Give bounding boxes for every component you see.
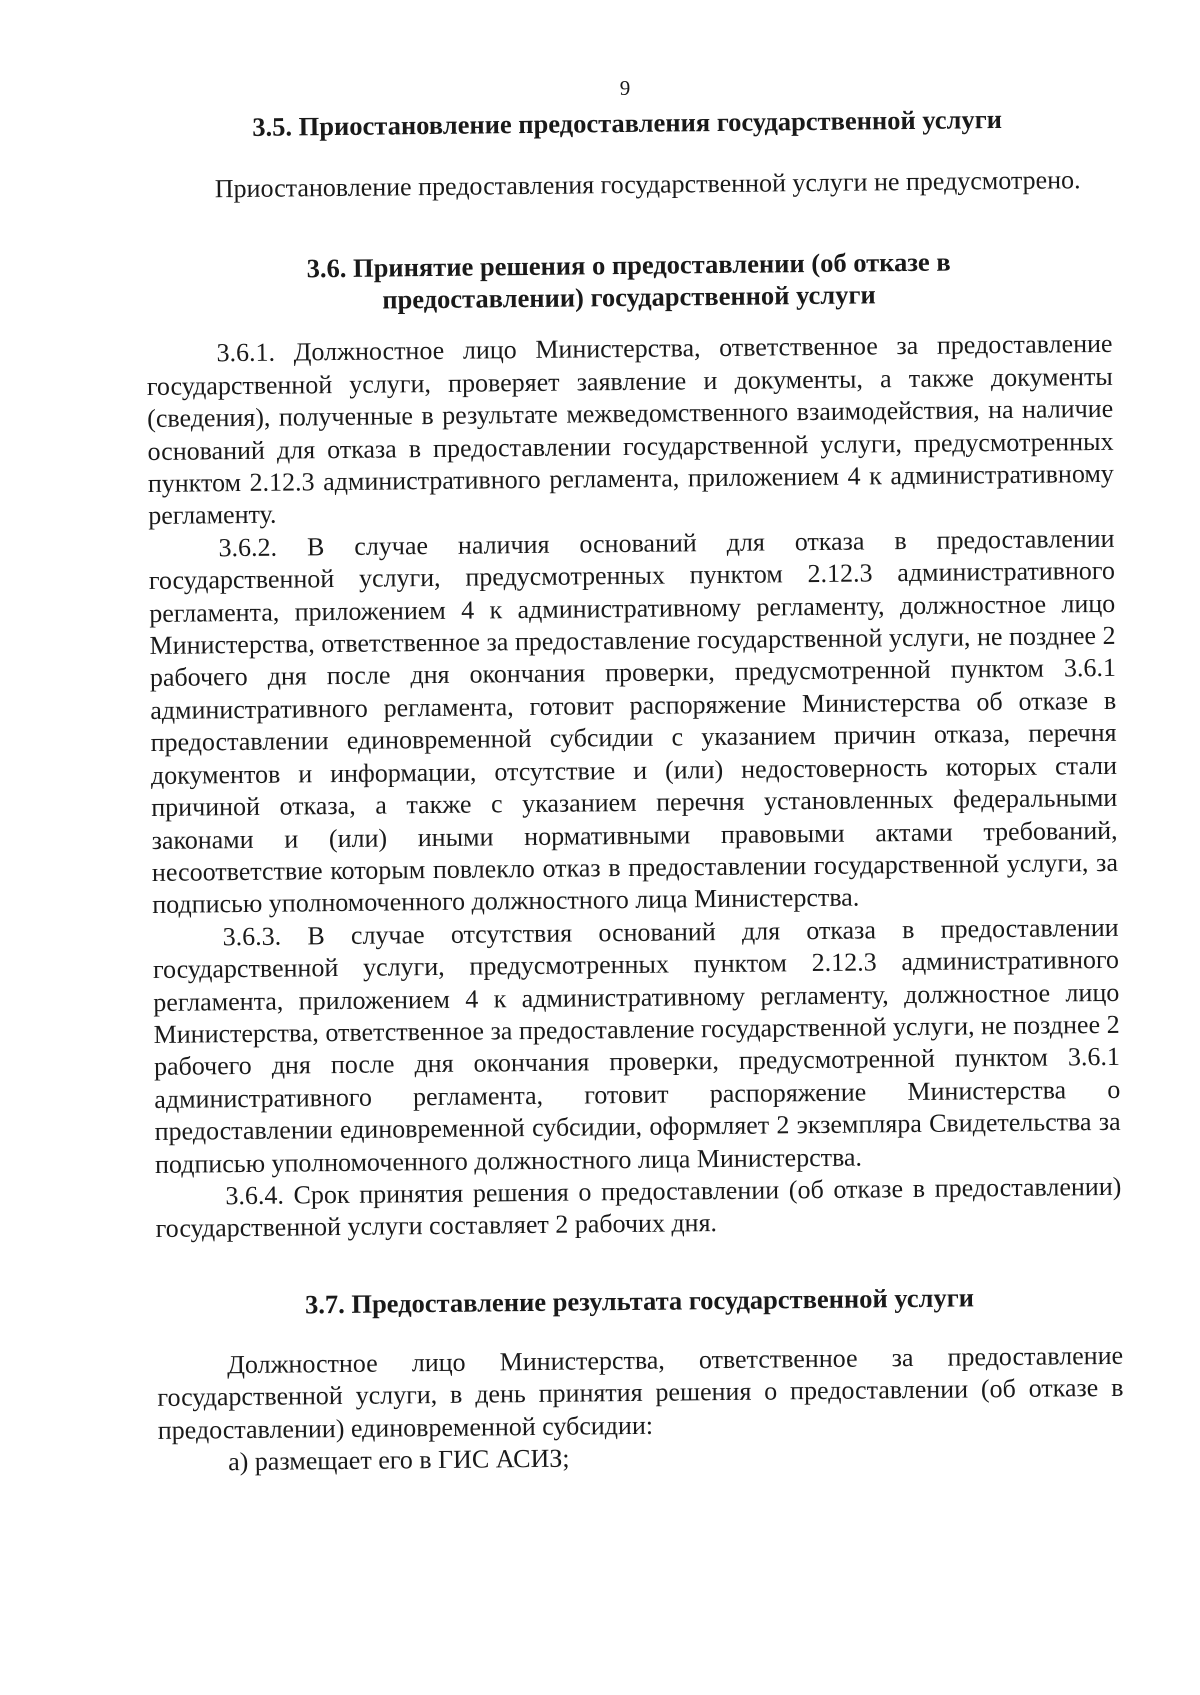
list-item-a: а) размещает его в ГИС АСИЗ; — [227, 1443, 570, 1477]
section-3-6-heading-line1: 3.6. Принятие решения о предоставлении (об отказе в — [306, 246, 951, 284]
paragraph-3-7: Должностное лицо Министерства, ответственное за предоставление государственной услуги, в день принятия решения о предоставлении (об отказе в предоставлении) единовременной субсидии: — [157, 1340, 1124, 1445]
section-3-5-text: Приостановление предоставления государственной услуги не предусмотрено. — [214, 165, 1081, 204]
section-3-6-heading — [145, 244, 1112, 318]
paragraph-3-6-1: 3.6.1. Должностное лицо Министерства, ответственное за предоставление государственной услуги, проверяет заявление и документы, а также документы (сведения), полученные в результате межведомственного взаимодействия, на наличие оснований для отказа в предоставлении государственной услуги, предусмотренных пунктом 2.12.3 административного регламента, приложением 4 к административному регламенту. — [146, 329, 1114, 531]
page-number: 9 — [619, 76, 631, 100]
paragraph-3-6-3: 3.6.3. В случае отсутствия оснований для отказа в предоставлении государственной услуги, предусмотренных пунктом 2.12.3 административного регламента, приложением 4 к административному регламенту, должностное лицо Министерства, ответственное за предоставление государственной услуги, не позднее 2 рабочего дня после дня окончания проверки, предусмотренной пунктом 3.6.1 административного регламента, готовит распоряжение Министерства о предоставлении единовременной субсидии, оформляет 2 экземпляра Свидетельства за подписью уполномоченного должностного лица Министерства. — [152, 912, 1121, 1179]
section-3-6-heading-line2: предоставлении) государственной услуги — [382, 279, 876, 315]
section-3-5-heading: 3.5. Приостановление предоставления государственной услуги — [252, 104, 1003, 142]
paragraph-3-6-4: 3.6.4. Срок принятия решения о предоставлении (об отказе в предоставлении) государственной услуги составляет 2 рабочих дня. — [155, 1171, 1122, 1244]
section-3-7-heading: 3.7. Предоставление результата государственной услуги — [304, 1282, 975, 1320]
document-body — [144, 102, 1124, 1479]
paragraph-3-6-2: 3.6.2. В случае наличия оснований для отказа в предоставлении государственной услуги, предусмотренных пунктом 2.12.3 административного регламента, приложением 4 к административному регламенту, должностное лицо Министерства, ответственное за предоставление государственной услуги, не позднее 2 рабочего дня после дня окончания проверки, предусмотренной пунктом 3.6.1 административного регламента, готовит распоряжение Министерства об отказе в предоставлении единовременной субсидии с указанием причин отказа, перечня документов и информации, отсутствие и (или) недостоверность которых стали причиной отказа, а также с указанием перечня установленных федеральными законами и (или) иными нормативными правовыми актами требований, несоответствие которым повлекло отказ в предоставлении государственной услуги, за подписью уполномоченного должностного лица Министерства. — [148, 523, 1119, 920]
